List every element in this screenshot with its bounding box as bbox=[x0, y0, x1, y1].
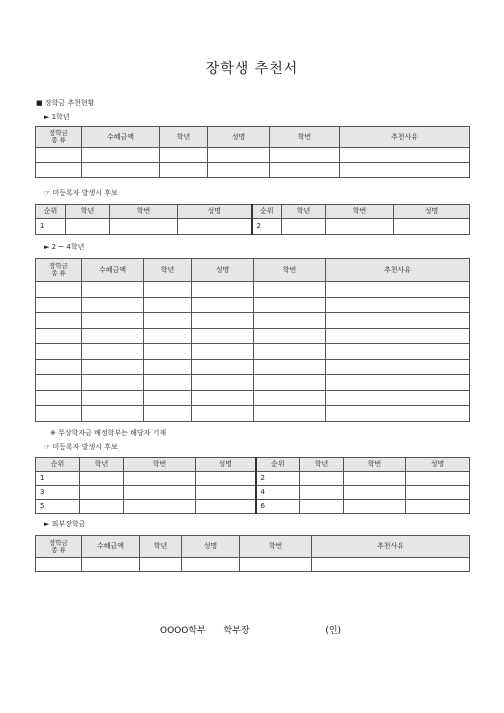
rank-cell: 3 bbox=[36, 486, 80, 500]
table-row bbox=[36, 472, 470, 486]
header-type: 장학금 종 류 bbox=[36, 259, 82, 282]
header-student-id: 학번 bbox=[270, 127, 340, 148]
header-reason: 추천사유 bbox=[340, 127, 470, 148]
rank-cell: 1 bbox=[36, 472, 80, 486]
section-heading-reserve2: ☞ 미등록자 발생시 후보 bbox=[44, 443, 118, 451]
table-row bbox=[36, 313, 470, 329]
header-name: 성명 bbox=[394, 205, 470, 219]
header-rank: 순위 bbox=[252, 205, 282, 219]
table-row bbox=[36, 558, 470, 572]
note-text: ※ 무상학자금 배정학부는 해당자 기재 bbox=[50, 429, 167, 437]
table-row bbox=[36, 500, 470, 514]
header-rank: 순위 bbox=[256, 458, 300, 472]
header-grade: 학년 bbox=[140, 536, 182, 558]
header-name: 성명 bbox=[196, 458, 256, 472]
section-heading-year1: ► 1학년 bbox=[44, 113, 70, 121]
table-row bbox=[36, 344, 470, 360]
header-rank: 순위 bbox=[36, 458, 80, 472]
header-reason: 추천사유 bbox=[312, 536, 470, 558]
rank-cell: 1 bbox=[36, 219, 66, 235]
header-student-id: 학번 bbox=[326, 205, 394, 219]
header-reason: 추천사유 bbox=[326, 259, 470, 282]
header-grade: 학년 bbox=[80, 458, 124, 472]
seal-mark: (인) bbox=[325, 626, 342, 636]
reserve1-table bbox=[35, 204, 470, 235]
reserve2-table bbox=[35, 457, 470, 514]
table-row bbox=[36, 375, 470, 391]
external-table bbox=[35, 535, 470, 572]
header-amount: 수혜금액 bbox=[82, 259, 144, 282]
table-row bbox=[36, 219, 470, 235]
table-row bbox=[36, 297, 470, 313]
header-student-id: 학번 bbox=[344, 458, 406, 472]
header-rank: 순위 bbox=[36, 205, 66, 219]
header-name: 성명 bbox=[208, 127, 270, 148]
signature-line bbox=[160, 623, 341, 636]
header-student-id: 학번 bbox=[110, 205, 178, 219]
header-grade: 학년 bbox=[66, 205, 110, 219]
section-heading-external: ► 외부장학금 bbox=[44, 520, 86, 528]
header-name: 성명 bbox=[406, 458, 470, 472]
header-grade: 학년 bbox=[160, 127, 208, 148]
header-amount: 수혜금액 bbox=[82, 127, 160, 148]
department-name: OOOO학부 bbox=[160, 626, 206, 636]
header-grade: 학년 bbox=[144, 259, 192, 282]
header-grade: 학년 bbox=[282, 205, 326, 219]
header-name: 성명 bbox=[178, 205, 252, 219]
table-row bbox=[36, 163, 470, 178]
table-row bbox=[36, 282, 470, 298]
rank-cell: 5 bbox=[36, 500, 80, 514]
rank-cell: 6 bbox=[256, 500, 300, 514]
page-title: 장학생 추천서 bbox=[205, 61, 299, 77]
table-row bbox=[36, 406, 470, 422]
section-heading-year24: ► 2 ~ 4학년 bbox=[44, 243, 85, 251]
table-row bbox=[36, 390, 470, 406]
table-row bbox=[36, 328, 470, 344]
rank-cell: 4 bbox=[256, 486, 300, 500]
table-row bbox=[36, 486, 470, 500]
year24-table bbox=[35, 258, 470, 422]
header-grade: 학년 bbox=[300, 458, 344, 472]
rank-cell: 2 bbox=[252, 219, 282, 235]
header-student-id: 학번 bbox=[254, 259, 326, 282]
header-name: 성명 bbox=[192, 259, 254, 282]
header-amount: 수혜금액 bbox=[82, 536, 140, 558]
header-student-id: 학번 bbox=[240, 536, 312, 558]
header-type: 장학금 종 류 bbox=[36, 127, 82, 148]
department-head-title: 학부장 bbox=[223, 626, 250, 636]
header-name: 성명 bbox=[182, 536, 240, 558]
section-heading-reserve1: ☞ 미등록자 발생시 후보 bbox=[44, 189, 118, 197]
header-student-id: 학번 bbox=[124, 458, 196, 472]
table-row bbox=[36, 148, 470, 163]
year1-table bbox=[35, 126, 470, 178]
section-heading-status: ■ 장학금 추천현황 bbox=[36, 99, 95, 107]
header-type: 장학금 종 류 bbox=[36, 536, 82, 558]
rank-cell: 2 bbox=[256, 472, 300, 486]
table-row bbox=[36, 359, 470, 375]
